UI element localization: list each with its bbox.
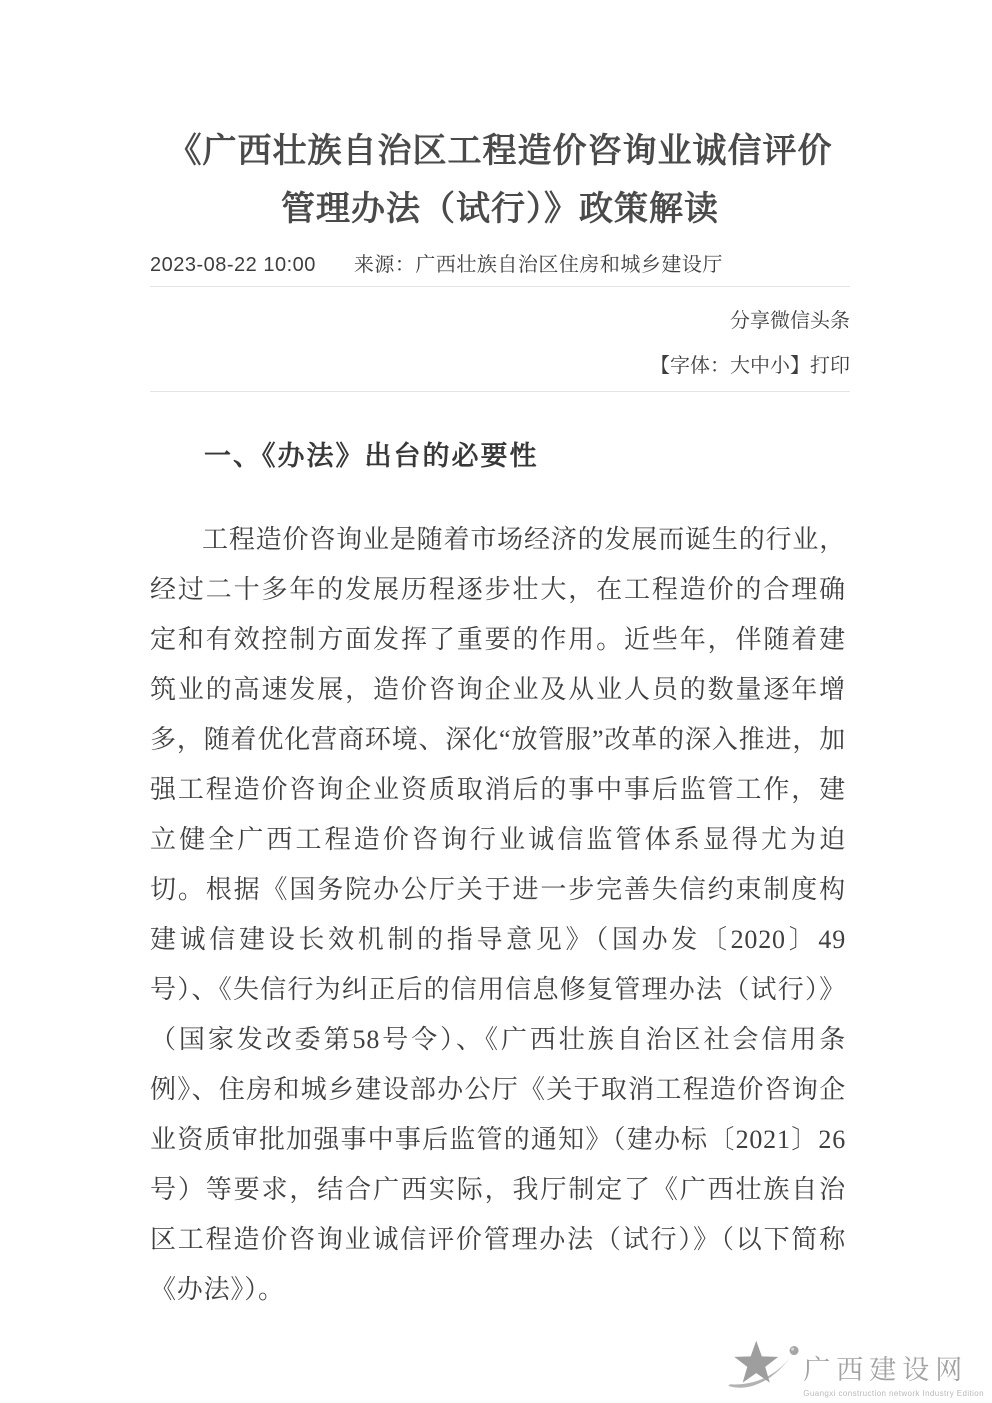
publish-date: 2023-08-22 10:00 bbox=[150, 254, 316, 276]
logo-site-subtitle: Guangxi construction network Industry Edition bbox=[803, 1389, 984, 1398]
site-watermark-logo bbox=[725, 1336, 984, 1398]
share-toolbar bbox=[150, 304, 850, 333]
print-button[interactable]: 打印 bbox=[810, 355, 850, 377]
article-meta bbox=[150, 248, 850, 277]
fontsize-label-open: 【字体： bbox=[650, 355, 730, 377]
section-heading: 一、《办法》出台的必要性 bbox=[204, 441, 539, 471]
fontsize-small-button[interactable]: 小 bbox=[770, 355, 790, 377]
divider-top bbox=[150, 286, 850, 287]
logo-site-name: 广西建设网 bbox=[803, 1355, 969, 1385]
page-title bbox=[150, 122, 850, 238]
share-links[interactable]: 分享微信头条 bbox=[730, 310, 850, 332]
article-source: 来源：广西壮族自治区住房和城乡建设厅 bbox=[353, 254, 723, 276]
page-title-line1: 《广西壮族自治区工程造价咨询业诚信评价 bbox=[167, 132, 833, 170]
page-title-line2: 管理办法（试行）》政策解读 bbox=[281, 190, 719, 228]
logo-text-block bbox=[803, 1348, 984, 1398]
fontsize-label-close: 】 bbox=[790, 355, 810, 377]
divider-toolbar bbox=[150, 391, 850, 392]
article-paragraph: 工程造价咨询业是随着市场经济的发展而诞生的行业，经过二十多年的发展历程逐步壮大，在工程造价的合理确定和有效控制方面发挥了重要的作用。近些年，伴随着建筑业的高速发展，造价咨询企业及从业人员的数量逐年增多，随着优化营商环境、深化“放管服”改革的深入推进，加强工程造价咨询企业资质取消后的事中事后监管工作，建立健全广西工程造价咨询行业诚信监管体系显得尤为迫切。根据《国务院办公厅关于进一步完善失信约束制度构建诚信建设长效机制的指导意见》（国办发〔2020〕49号）、《失信行为纠正后的信用信息修复管理办法（试行）》（国家发改委第58号令）、《广西壮族自治区社会信用条例》、住房和城乡建设部办公厅《关于取消工程造价咨询企业资质审批加强事中事后监管的通知》（建办标〔2021〕26号）等要求，结合广西实际，我厅制定了《广西壮族自治区工程造价咨询业诚信评价管理办法（试行）》（以下简称《办法》）。 bbox=[150, 525, 846, 1304]
fontsize-medium-button[interactable]: 中 bbox=[750, 355, 770, 377]
article-content-column bbox=[150, 0, 850, 1315]
fontsize-toolbar bbox=[150, 349, 850, 378]
fontsize-large-button[interactable]: 大 bbox=[730, 355, 750, 377]
star-logo-icon bbox=[725, 1336, 799, 1398]
